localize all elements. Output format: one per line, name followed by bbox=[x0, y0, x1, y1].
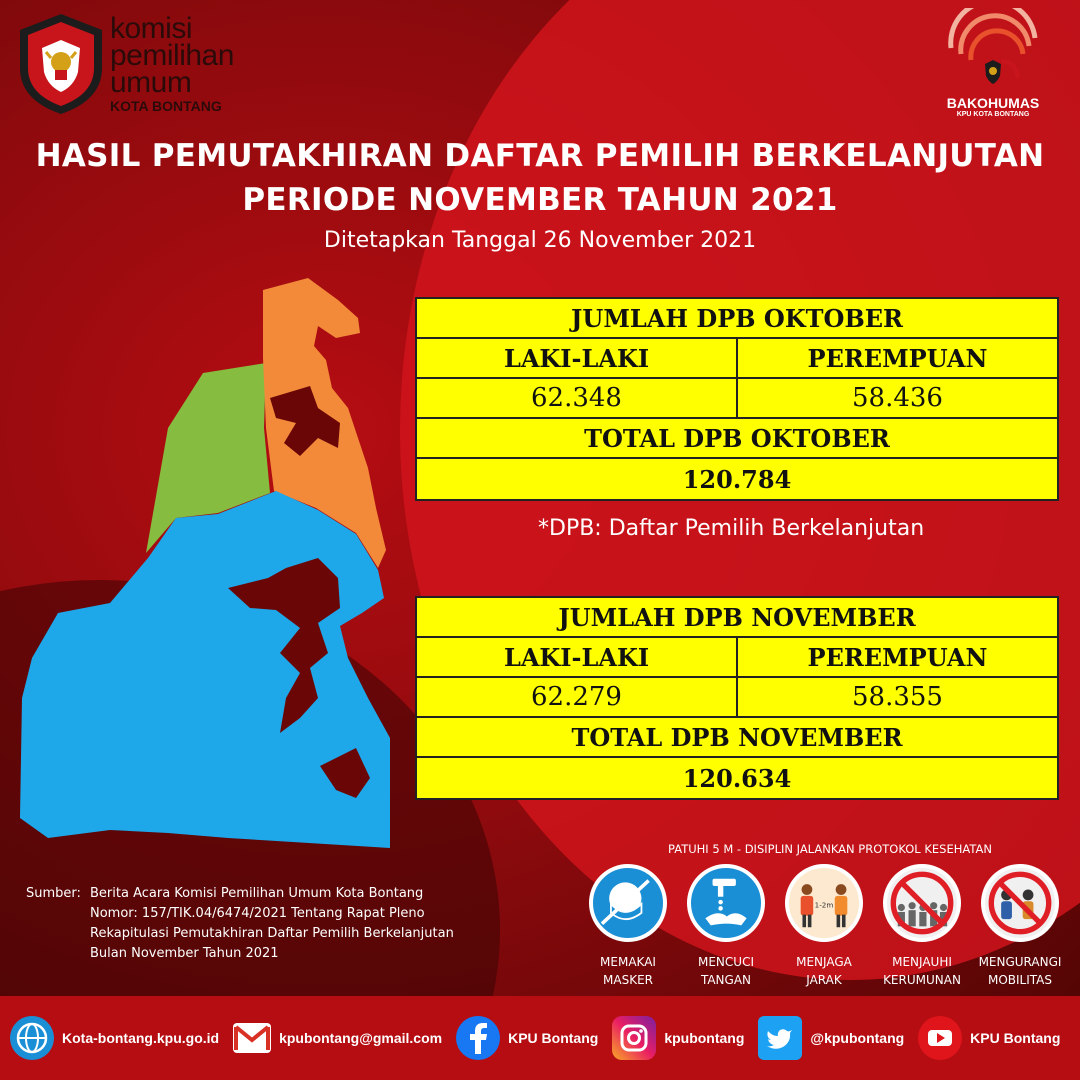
value-female-november: 58.355 bbox=[736, 678, 1057, 716]
bakohumas-subtitle: KPU KOTA BONTANG bbox=[956, 111, 1030, 118]
footer-website-text: Kota-bontang.kpu.go.id bbox=[62, 1030, 220, 1046]
page-title-line1: HASIL PEMUTAKHIRAN DAFTAR PEMILIH BERKELANJUTAN bbox=[35, 138, 1045, 174]
social-footer bbox=[0, 996, 1080, 1080]
facebook-icon bbox=[456, 1016, 500, 1060]
mobility-icon bbox=[981, 864, 1059, 942]
protocol-handwash-l1: MENCUCI bbox=[698, 955, 754, 969]
total-value-november: 120.634 bbox=[682, 763, 792, 793]
footer-facebook-text: KPU Bontang bbox=[508, 1030, 599, 1046]
footer-email[interactable] bbox=[233, 1023, 442, 1053]
footer-facebook[interactable] bbox=[456, 1016, 598, 1060]
table-november-heading: JUMLAH DPB NOVEMBER bbox=[558, 602, 916, 632]
mail-icon bbox=[233, 1023, 271, 1053]
protocol-distance-l2: JARAK bbox=[806, 973, 842, 987]
footer-instagram[interactable] bbox=[612, 1016, 744, 1060]
youtube-icon bbox=[918, 1016, 962, 1060]
source-label: Sumber: bbox=[26, 886, 81, 901]
protocol-mobility-l2: MOBILITAS bbox=[987, 973, 1053, 987]
source-line4: Bulan November Tahun 2021 bbox=[90, 946, 279, 961]
table-dpb-oktober bbox=[415, 297, 1059, 501]
col-header-male: LAKI-LAKI bbox=[503, 642, 650, 672]
protocol-handwash-l2: TANGAN bbox=[700, 973, 752, 987]
footer-youtube[interactable] bbox=[918, 1016, 1060, 1060]
dpb-footnote: *DPB: Daftar Pemilih Berkelanjutan bbox=[538, 516, 925, 541]
footer-email-text: kpubontang@gmail.com bbox=[279, 1030, 443, 1046]
protocol-title: PATUHI 5 M - DISIPLIN JALANKAN PROTOKOL KESEHATAN bbox=[668, 842, 992, 856]
kpu-emblem-icon bbox=[18, 12, 104, 116]
col-header-female: PEREMPUAN bbox=[736, 638, 1057, 676]
globe-icon bbox=[10, 1016, 54, 1060]
footer-instagram-text: kpubontang bbox=[664, 1030, 745, 1046]
source-line3: Rekapitulasi Pemutakhiran Daftar Pemilih Berkelanjutan bbox=[90, 926, 454, 941]
protocol-crowd-l1: MENJAUHI bbox=[892, 955, 952, 969]
footer-twitter-text: @kpubontang bbox=[810, 1030, 905, 1046]
protocol-mask-l1: MEMAKAI bbox=[600, 955, 656, 969]
table-oktober-heading: JUMLAH DPB OKTOBER bbox=[571, 303, 903, 333]
protocol-mobility-l1: MENGURANGI bbox=[978, 955, 1062, 969]
source-note bbox=[26, 884, 454, 964]
source-line1: Berita Acara Komisi Pemilihan Umum Kota Bontang bbox=[90, 886, 424, 901]
total-value-oktober: 120.784 bbox=[682, 464, 792, 494]
kpu-word-umum: umum bbox=[110, 66, 192, 100]
protocol-mask-l2: MASKER bbox=[603, 973, 653, 987]
kpu-word-pemilihan: pemilihan bbox=[110, 39, 234, 73]
protocol-list bbox=[586, 864, 1062, 989]
protocol-mobility bbox=[978, 864, 1062, 989]
value-male-november: 62.279 bbox=[531, 682, 622, 712]
distance-icon bbox=[785, 864, 863, 942]
protocol-crowd-l2: KERUMUNAN bbox=[883, 973, 961, 987]
bakohumas-title: BAKOHUMAS bbox=[946, 95, 1040, 111]
bakohumas-logo bbox=[938, 8, 1048, 118]
footer-twitter[interactable] bbox=[758, 1016, 904, 1060]
source-line2: Nomor: 157/TIK.04/6474/2021 Tentang Rapat Pleno bbox=[90, 906, 425, 921]
protocol-mask bbox=[586, 864, 670, 989]
map-region-blue bbox=[20, 491, 390, 848]
kpu-word-komisi: komisi bbox=[110, 12, 193, 46]
col-header-male: LAKI-LAKI bbox=[503, 343, 650, 373]
value-female-oktober: 58.436 bbox=[736, 379, 1057, 417]
protocol-handwash bbox=[684, 864, 768, 989]
mask-icon bbox=[589, 864, 667, 942]
distance-label: 1-2m bbox=[814, 900, 834, 910]
bontang-map bbox=[18, 278, 398, 848]
twitter-icon bbox=[758, 1016, 802, 1060]
page-subtitle: Ditetapkan Tanggal 26 November 2021 bbox=[323, 228, 757, 253]
table-dpb-november bbox=[415, 596, 1059, 800]
handwash-icon bbox=[687, 864, 765, 942]
instagram-icon bbox=[612, 1016, 656, 1060]
total-label-november: TOTAL DPB NOVEMBER bbox=[571, 722, 903, 752]
protocol-distance-l1: MENJAGA bbox=[796, 955, 852, 969]
footer-youtube-text: KPU Bontang bbox=[970, 1030, 1061, 1046]
value-male-oktober: 62.348 bbox=[531, 383, 622, 413]
protocol-distance bbox=[782, 864, 866, 989]
kpu-logo bbox=[18, 12, 234, 116]
footer-website[interactable] bbox=[10, 1016, 219, 1060]
broadcast-waves-icon bbox=[943, 8, 1043, 92]
col-header-female: PEREMPUAN bbox=[736, 339, 1057, 377]
total-label-oktober: TOTAL DPB OKTOBER bbox=[584, 423, 890, 453]
protocol-crowd bbox=[880, 864, 964, 989]
crowd-icon bbox=[883, 864, 961, 942]
page-title-line2: PERIODE NOVEMBER TAHUN 2021 bbox=[242, 182, 838, 218]
kpu-city: KOTA BONTANG bbox=[110, 98, 222, 115]
